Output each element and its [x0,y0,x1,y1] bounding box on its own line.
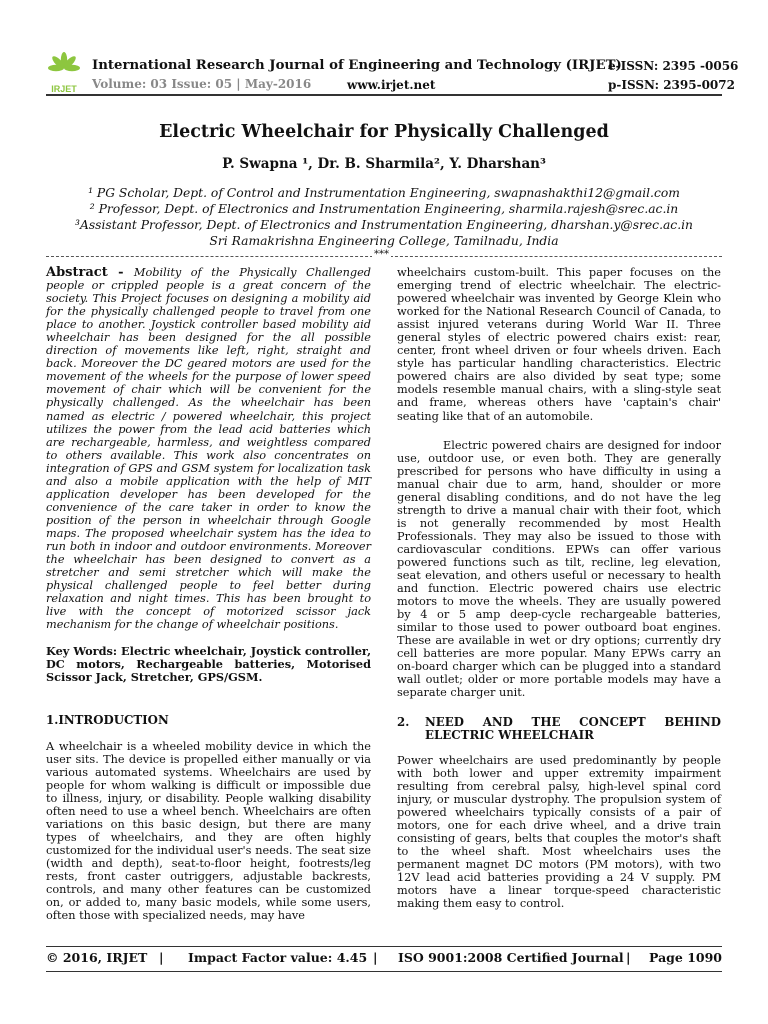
header-rule [46,94,722,96]
left-column [46,266,371,922]
footer-separator: | [159,950,164,965]
section-2-title: NEED AND THE CONCEPT BEHIND ELECTRIC WHEELCHAIR [425,714,721,742]
section-2-heading [397,716,721,742]
footer-page-number: Page 1090 [649,950,722,965]
affiliation-college: Sri Ramakrishna Engineering College, Tamilnadu, India [209,234,559,248]
right-paragraph-2: Electric powered chairs are designed for indoor use, outdoor use, or even both. They are generally prescribed for persons who have difficulty in using a manual chair due to arm, hand, shoulder or more general disabling conditions, and do not have the leg strength to drive a manual chair with their foot, which is not generally recommended by most Health Professionals. They may also be issued to those with cardiovascular conditions. EPWs can offer various powered functions such as tilt, recline, leg elevation, seat elevation, and others useful or necessary to health and function. Electric powered chairs use electric motors to move the wheels. They are usually powered by 4 or 5 amp deep-cycle rechargeable batteries, similar to those used to power outboard boat engines. These are available in wet or dry options; currently dry cell batteries are more popular. Many EPWs carry an on-board charger which can be plugged into a standard wall outlet; older or more portable models may have a separate charger unit. [397,438,721,700]
abstract-label: Abstract - [46,265,134,280]
authors: P. Swapna ¹, Dr. B. Sharmila², Y. Dharshan³ [222,156,546,172]
logo-text: IRJET [51,84,77,94]
irjet-logo [44,50,84,94]
footer-impact-factor: Impact Factor value: 4.45 [188,950,368,965]
footer-separator: | [626,950,631,965]
footer-iso: ISO 9001:2008 Certified Journal [398,950,624,965]
paper-title: Electric Wheelchair for Physically Challenged [159,122,609,142]
page-footer [46,946,722,972]
section-2-number: 2. [397,714,410,729]
volume-issue: Volume: 03 Issue: 05 | May-2016 [92,77,312,91]
footer-copyright: © 2016, IRJET [46,950,148,965]
journal-name: International Research Journal of Engineering and Technology (IRJET) [92,58,622,73]
intro-heading: 1.INTRODUCTION [46,713,169,728]
irjet-logo-icon [44,50,84,94]
affiliation-1: ¹ PG Scholar, Dept. of Control and Instrumentation Engineering, swapnashakthi12@gmail.com [88,186,680,200]
affiliation-3: ³Assistant Professor, Dept. of Electronics and Instrumentation Engineering, dharshan.y@srec.ac.in [75,218,693,232]
journal-website[interactable]: www.irjet.net [347,78,436,92]
keywords: Key Words: Electric wheelchair, Joystick controller, DC motors, Rechargeable batteries, Motorised Scissor Jack, Stretcher, GPS/GSM. [46,644,371,685]
affiliation-2: ² Professor, Dept. of Electronics and Instrumentation Engineering, sharmila.rajesh@srec.ac.in [89,202,679,216]
abstract [46,266,371,631]
right-column [397,266,721,910]
section-2-text: Power wheelchairs are used predominantly by people with both lower and upper extremity impairment resulting from cerebral palsy, high-level spinal cord injury, or muscular dystrophy. The propulsion system of powered wheelchairs typically consists of a pair of motors, one for each drive wheel, and a drive train consisting of gears, belts that couples the motor's shaft to the wheel shaft. Most wheelchairs uses the permanent magnet DC motors (PM motors), with two 12V lead acid batteries providing a 24 V supply. PM motors have a linear torque-speed characteristic making them easy to control. [397,753,721,911]
p-issn: p-ISSN: 2395-0072 [608,78,735,92]
intro-text: A wheelchair is a wheeled mobility device in which the user sits. The device is propelled either manually or via various automated systems. Wheelchairs are used by people for whom walking is difficult or impossible due to illness, injury, or disability. People walking disability often need to use a wheel bench. Wheelchairs are often variations on this basic design, but there are many types of wheelchairs, and they are often highly customized for the individual user's needs. The seat size (width and depth), seat-to-floor height, footrests/leg rests, front caster outriggers, adjustable backrests, controls, and many other features can be customized on, or added to, many basic models, while some users, often those with specialized needs, may have [46,739,371,923]
abstract-text: Mobility of the Physically Challenged people or crippled people is a great concern of the society. This Project focuses on designing a mobility aid for the physically challenged people to travel from one place to another. Joystick controller based mobility aid wheelchair has been designed for the all possible direction of movements like left, right, straight and back. Moreover the DC geared motors are used for the movement of the wheels for the purpose of lower speed movement of chair which will be convenient for the physically challenged. As the wheelchair has been named as electric / powered wheelchair, this project utilizes the power from the lead acid batteries which are rechargeable, harmless, and weightless compared to others available. This work also concentrates on integration of GPS and GSM system for localization task and also a mobile application with the help of MIT application developer has been developed for the convenience of the care taker in order to know the position of the person in wheelchair through Google maps. The proposed wheelchair system has the idea to run both in indoor and outdoor environments. Moreover the wheelchair has been designed to convert as a stretcher and semi stretcher which will make the physical challenged people to feel better during relaxation and night times. This has been brought to live with the concept of motorized scissor jack mechanism for the change of wheelchair positions. [46,266,372,632]
footer-separator: | [373,950,378,965]
separator-stars: *** [374,249,389,260]
right-paragraph-1: wheelchairs custom-built. This paper focuses on the emerging trend of electric wheelchair. The electric-powered wheelchair was invented by George Klein who worked for the National Research Council of Canada, to assist injured veterans during World War II. Three general styles of electric powered chairs exist: rear, center, front wheel driven or four wheels driven. Each style has particular handling characteristics. Electric powered chairs are also divided by seat type; some models resemble manual chairs, with a sling-style seat and frame, whereas others have 'captain's chair' seating like that of an automobile. [397,266,721,423]
e-issn: e-ISSN: 2395 -0056 [608,59,739,73]
